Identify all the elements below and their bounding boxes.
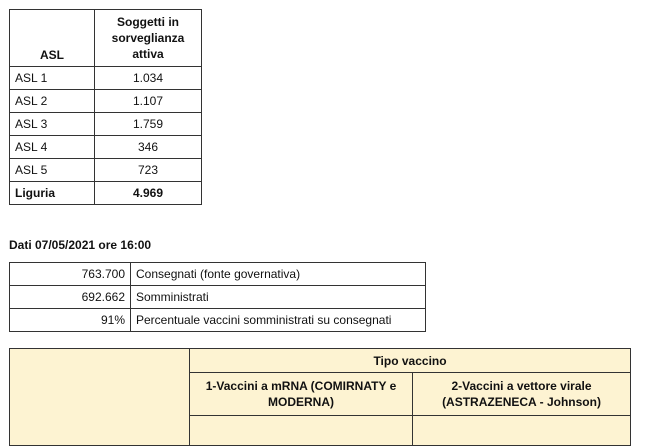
cell-mrna: [190, 416, 413, 446]
asl-name: ASL 4: [10, 136, 95, 159]
cell-vettore-virale: [413, 416, 631, 446]
asl-value: 346: [95, 136, 202, 159]
asl-value: 1.759: [95, 113, 202, 136]
table-row: [10, 263, 426, 286]
asl-name: ASL 3: [10, 113, 95, 136]
asl-value: 723: [95, 159, 202, 182]
header-vettore-virale: 2-Vaccini a vettore virale (ASTRAZENECA - Johnson): [413, 373, 631, 416]
header-mrna: 1-Vaccini a mRNA (COMIRNATY e MODERNA): [190, 373, 413, 416]
table-row: [10, 90, 202, 113]
total-value: 4.969: [95, 182, 202, 205]
header-tipo-vaccino: Tipo vaccino: [190, 349, 631, 373]
table-row: [10, 159, 202, 182]
header-soggetti: Soggetti in sorveglianza attiva: [95, 10, 202, 67]
asl-value: 1.034: [95, 67, 202, 90]
table-row: [10, 136, 202, 159]
vaccini-value: 692.662: [10, 286, 131, 309]
table-header-row: [10, 349, 631, 373]
asl-name: ASL 1: [10, 67, 95, 90]
asl-name: ASL 5: [10, 159, 95, 182]
vaccini-value: 91%: [10, 309, 131, 332]
vaccini-label: Consegnati (fonte governativa): [131, 263, 426, 286]
total-label: Liguria: [10, 182, 95, 205]
asl-surveillance-table: [9, 9, 202, 205]
header-asl: ASL: [10, 10, 95, 67]
table-total-row: [10, 182, 202, 205]
vaccini-value: 763.700: [10, 263, 131, 286]
asl-name: ASL 2: [10, 90, 95, 113]
vaccini-label: Percentuale vaccini somministrati su consegnati: [131, 309, 426, 332]
table-row: [10, 286, 426, 309]
data-date-heading: Dati 07/05/2021 ore 16:00: [9, 238, 152, 252]
table-header-row: [10, 10, 202, 67]
table-row: [10, 309, 426, 332]
table-row: [10, 113, 202, 136]
asl-value: 1.107: [95, 90, 202, 113]
table-row: [10, 67, 202, 90]
vaccini-table: [9, 262, 426, 332]
empty-corner-cell: [10, 349, 190, 446]
tipo-vaccino-table: [9, 348, 631, 446]
vaccini-label: Somministrati: [131, 286, 426, 309]
